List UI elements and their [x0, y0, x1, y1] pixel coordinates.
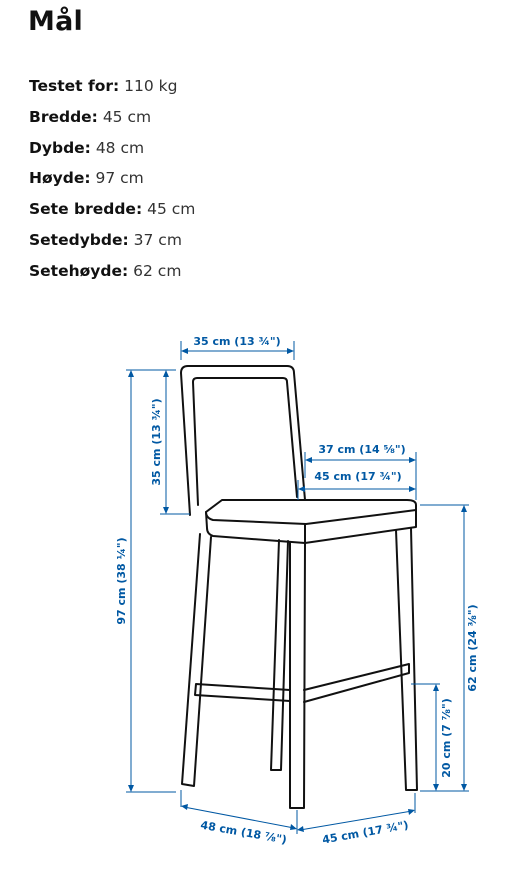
base-depth-label: 48 cm (18 ⅞")	[199, 818, 288, 847]
base-width-label: 45 cm (17 ¾")	[321, 818, 410, 847]
spec-label: Setedybde:	[29, 230, 129, 249]
spec-label: Høyde:	[29, 169, 91, 188]
spec-value: 45 cm	[102, 107, 152, 126]
spec-label: Dybde:	[29, 138, 91, 157]
total-height-label: 97 cm (38 ¼")	[115, 537, 128, 625]
spec-value: 97 cm	[95, 169, 144, 188]
back-width-label: 35 cm (13 ¾")	[193, 335, 281, 348]
spec-label: Setehøyde:	[29, 261, 129, 280]
spec-value: 62 cm	[133, 261, 182, 280]
back-height-label: 35 cm (13 ¾")	[150, 398, 163, 486]
spec-label: Testet for:	[29, 77, 120, 95]
spec-label: Bredde:	[29, 107, 98, 126]
seat-width-label: 45 cm (17 ¾")	[314, 470, 402, 483]
footrest-height-label: 20 cm (7 ⅞")	[440, 698, 453, 778]
spec-value: 45 cm	[147, 200, 196, 219]
seat-height-label: 62 cm (24 ⅜")	[466, 604, 479, 692]
spec-label: Sete bredde:	[29, 200, 143, 219]
bar-stool-illustration	[181, 366, 417, 808]
spec-value: 37 cm	[133, 230, 182, 249]
page-title: Mål	[28, 6, 83, 37]
spec-value: 48 cm	[95, 138, 145, 157]
spec-value: 110 kg	[124, 77, 178, 95]
seat-depth-label: 37 cm (14 ⅝")	[318, 443, 406, 456]
